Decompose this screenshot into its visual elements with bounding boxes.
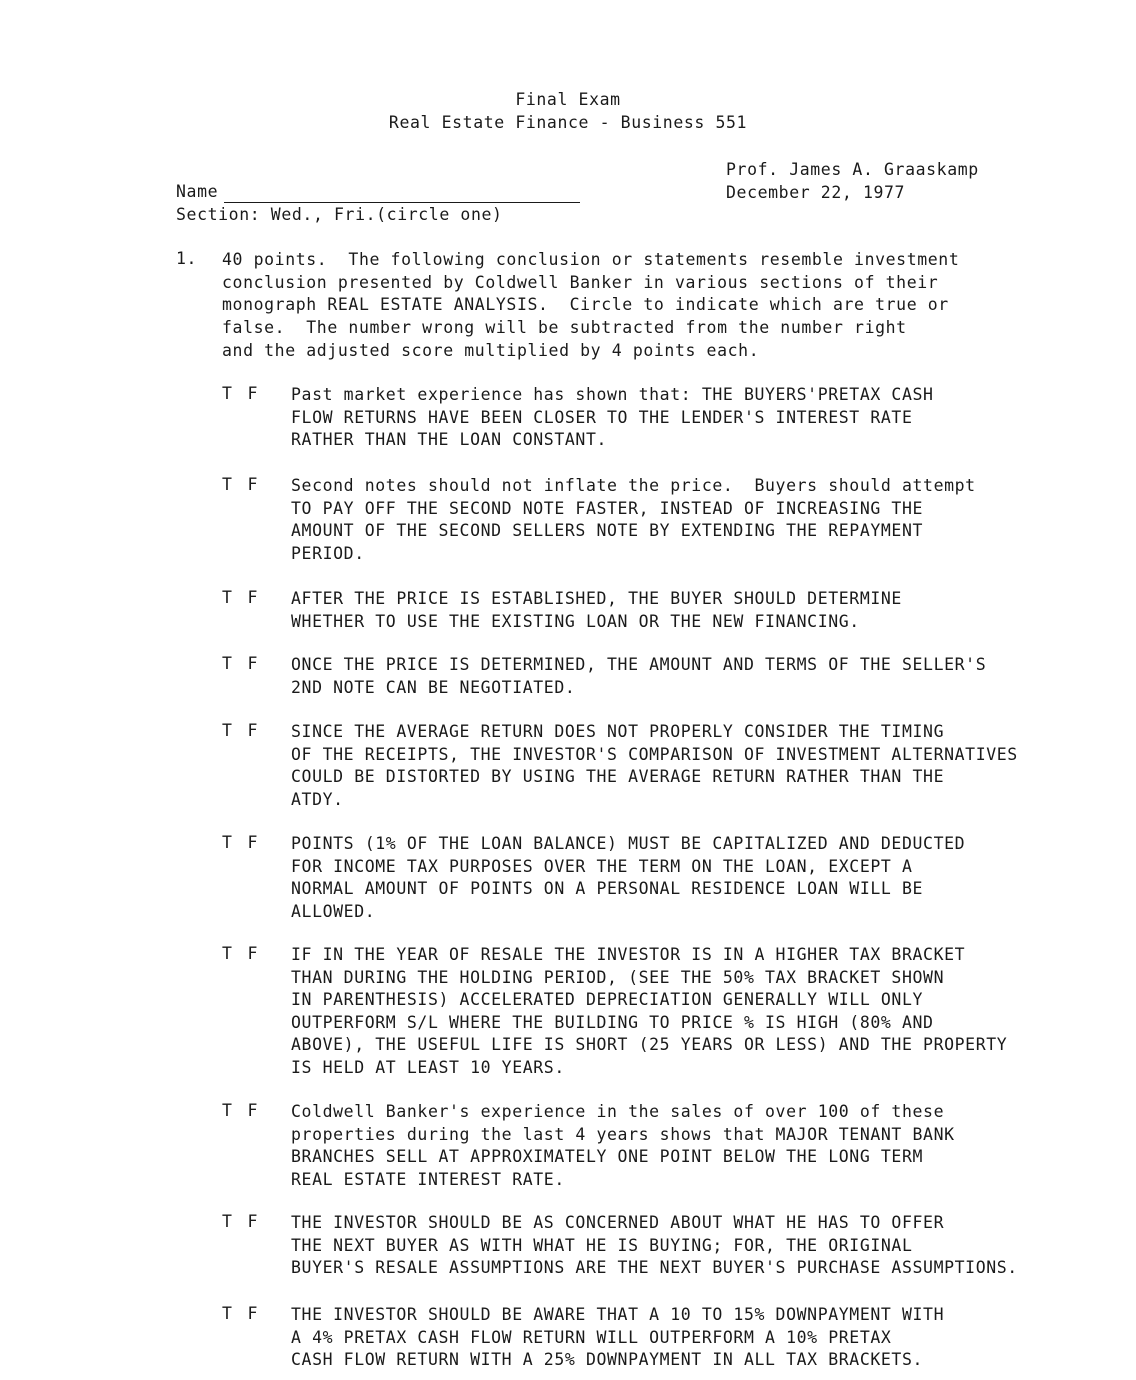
true-false-choice xyxy=(222,588,258,607)
true-false-choice xyxy=(222,1101,258,1120)
statement-line: ATDY. xyxy=(291,789,344,809)
instruction-line: false. The number wrong will be subtracted from the number right xyxy=(222,318,907,338)
true-false-choice xyxy=(222,944,258,963)
statement-text xyxy=(291,588,902,633)
false-option[interactable]: F xyxy=(247,1101,259,1120)
statement-line: CASH FLOW RETURN WITH A 25% DOWNPAYMENT IN ALL TAX BRACKETS. xyxy=(291,1350,924,1370)
true-false-choice xyxy=(222,721,258,740)
true-option[interactable]: T xyxy=(222,654,233,673)
true-false-choice xyxy=(222,654,258,673)
exam-title: Final Exam xyxy=(515,90,621,109)
statement-text xyxy=(291,1304,944,1372)
statement-line: ONCE THE PRICE IS DETERMINED, THE AMOUNT AND TERMS OF THE SELLER'S xyxy=(291,655,987,674)
statement-line: ABOVE), THE USEFUL LIFE IS SHORT (25 YEARS OR LESS) AND THE PROPERTY xyxy=(291,1035,1008,1055)
statement-line: NORMAL AMOUNT OF POINTS ON A PERSONAL RESIDENCE LOAN WILL BE xyxy=(291,879,924,899)
statement-text xyxy=(291,944,1007,1080)
true-option[interactable]: T xyxy=(222,475,233,494)
statement-line: THAN DURING THE HOLDING PERIOD, (SEE THE 50% TAX BRACKET SHOWN xyxy=(291,967,945,987)
question-number: 1. xyxy=(176,249,198,268)
statement-line: IN PARENTHESIS) ACCELERATED DEPRECIATION GENERALLY WILL ONLY xyxy=(291,990,924,1010)
true-false-choice xyxy=(222,833,258,852)
statement-line: FLOW RETURNS HAVE BEEN CLOSER TO THE LENDER'S INTEREST RATE xyxy=(291,407,913,427)
statement-line: COULD BE DISTORTED BY USING THE AVERAGE RETURN RATHER THAN THE xyxy=(291,767,945,787)
instruction-line: conclusion presented by Coldwell Banker in various sections of their xyxy=(222,272,939,292)
statement-line: BUYER'S RESALE ASSUMPTIONS ARE THE NEXT BUYER'S PURCHASE ASSUMPTIONS. xyxy=(291,1258,1018,1278)
true-false-choice xyxy=(222,384,258,403)
true-option[interactable]: T xyxy=(222,384,233,403)
true-option[interactable]: T xyxy=(222,588,233,607)
exam-date: December 22, 1977 xyxy=(726,183,906,202)
statement-text xyxy=(291,475,976,565)
false-option[interactable]: F xyxy=(247,944,259,963)
true-option[interactable]: T xyxy=(222,944,233,963)
false-option[interactable]: F xyxy=(247,588,259,607)
statement-line: AFTER THE PRICE IS ESTABLISHED, THE BUYER SHOULD DETERMINE xyxy=(291,589,902,608)
statement-line: OF THE RECEIPTS, THE INVESTOR'S COMPARISON OF INVESTMENT ALTERNATIVES xyxy=(291,744,1018,764)
statement-line: Coldwell Banker's experience in the sales of over 100 of these xyxy=(291,1102,945,1121)
statement-line: IF IN THE YEAR OF RESALE THE INVESTOR IS IN A HIGHER TAX BRACKET xyxy=(291,945,966,964)
statement-line: THE INVESTOR SHOULD BE AS CONCERNED ABOUT WHAT HE HAS TO OFFER xyxy=(291,1213,945,1232)
statement-text xyxy=(291,721,1018,811)
true-option[interactable]: T xyxy=(222,721,233,740)
professor-name: Prof. James A. Graaskamp xyxy=(726,160,979,179)
statement-line: WHETHER TO USE THE EXISTING LOAN OR THE NEW FINANCING. xyxy=(291,611,860,631)
statement-text xyxy=(291,1212,1018,1280)
false-option[interactable]: F xyxy=(247,1304,259,1323)
instruction-line: and the adjusted score multiplied by 4 points each. xyxy=(222,340,760,360)
statement-line: TO PAY OFF THE SECOND NOTE FASTER, INSTEAD OF INCREASING THE xyxy=(291,498,924,518)
instruction-line: monograph REAL ESTATE ANALYSIS. Circle to indicate which are true or xyxy=(222,295,949,315)
statement-line: OUTPERFORM S/L WHERE THE BUILDING TO PRICE % IS HIGH (80% AND xyxy=(291,1012,934,1032)
false-option[interactable]: F xyxy=(247,475,259,494)
false-option[interactable]: F xyxy=(247,654,259,673)
statement-line: THE INVESTOR SHOULD BE AWARE THAT A 10 TO 15% DOWNPAYMENT WITH xyxy=(291,1305,945,1324)
statement-line: FOR INCOME TAX PURPOSES OVER THE TERM ON THE LOAN, EXCEPT A xyxy=(291,856,913,876)
statement-line: POINTS (1% OF THE LOAN BALANCE) MUST BE CAPITALIZED AND DEDUCTED xyxy=(291,834,966,853)
true-option[interactable]: T xyxy=(222,1101,233,1120)
statement-line: REAL ESTATE INTEREST RATE. xyxy=(291,1169,565,1189)
true-false-choice xyxy=(222,1212,258,1231)
statement-line: RATHER THAN THE LOAN CONSTANT. xyxy=(291,430,608,450)
statement-text xyxy=(291,1101,955,1191)
statement-text xyxy=(291,654,986,699)
name-label: Name xyxy=(176,182,219,201)
name-blank-line xyxy=(224,202,580,203)
question-instructions xyxy=(222,249,959,363)
statement-line: BRANCHES SELL AT APPROXIMATELY ONE POINT BELOW THE LONG TERM xyxy=(291,1147,924,1167)
statement-line: THE NEXT BUYER AS WITH WHAT HE IS BUYING; FOR, THE ORIGINAL xyxy=(291,1235,913,1255)
true-option[interactable]: T xyxy=(222,833,233,852)
statement-line: 2ND NOTE CAN BE NEGOTIATED. xyxy=(291,677,576,697)
true-option[interactable]: T xyxy=(222,1212,233,1231)
false-option[interactable]: F xyxy=(247,833,259,852)
false-option[interactable]: F xyxy=(247,384,259,403)
statement-line: Past market experience has shown that: THE BUYERS'PRETAX CASH xyxy=(291,385,934,404)
instruction-line: 40 points. The following conclusion or statements resemble investment xyxy=(222,250,960,269)
statement-line: properties during the last 4 years shows that MAJOR TENANT BANK xyxy=(291,1124,955,1144)
statement-line: IS HELD AT LEAST 10 YEARS. xyxy=(291,1057,565,1077)
statement-text xyxy=(291,833,965,923)
statement-line: SINCE THE AVERAGE RETURN DOES NOT PROPERLY CONSIDER THE TIMING xyxy=(291,722,945,741)
section-label: Section: Wed., Fri.(circle one) xyxy=(176,205,503,224)
statement-line: ALLOWED. xyxy=(291,901,376,921)
course-subtitle: Real Estate Finance - Business 551 xyxy=(388,113,748,132)
statement-line: AMOUNT OF THE SECOND SELLERS NOTE BY EXTENDING THE REPAYMENT xyxy=(291,521,924,541)
statement-line: A 4% PRETAX CASH FLOW RETURN WILL OUTPERFORM A 10% PRETAX xyxy=(291,1327,892,1347)
true-false-choice xyxy=(222,1304,258,1323)
false-option[interactable]: F xyxy=(247,721,259,740)
statement-line: Second notes should not inflate the price. Buyers should attempt xyxy=(291,476,976,495)
statement-line: PERIOD. xyxy=(291,543,365,563)
true-false-choice xyxy=(222,475,258,494)
true-option[interactable]: T xyxy=(222,1304,233,1323)
false-option[interactable]: F xyxy=(247,1212,259,1231)
statement-text xyxy=(291,384,934,452)
